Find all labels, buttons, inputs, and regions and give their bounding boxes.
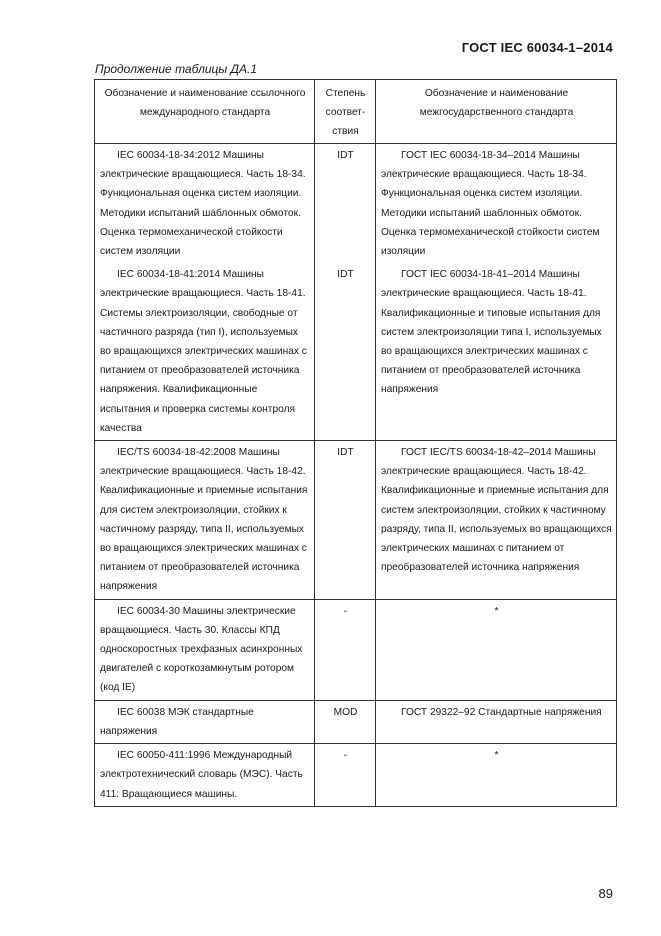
page-number: 89	[598, 886, 613, 901]
international-standard-cell: IEC 60034-30 Машины электрические вращающиеся. Часть 30. Классы КПД односкоростных трехфазных асинхронных двигателей с короткозамкнутым ротором (код IE)	[95, 599, 315, 700]
degree-cell: IDT	[315, 144, 376, 264]
degree-cell: MOD	[315, 700, 376, 743]
document-code: ГОСТ IEC 60034-1–2014	[461, 40, 613, 55]
degree-cell: IDT	[315, 441, 376, 600]
national-standard-cell: *	[376, 599, 617, 700]
national-standard-cell: ГОСТ IEC/TS 60034-18-42–2014 Машины электрические вращающиеся. Часть 18-42. Квалификационные и приемные испытания для систем электроизоляции, стойких к частичному разряду, типа II, используемых во вращающихся электрических машинах с питанием от преобразователей источника напряжения	[376, 441, 617, 600]
table-header-row	[95, 80, 617, 144]
degree-cell: IDT	[315, 263, 376, 440]
header-international-standard: Обозначение и наименование ссылочного международного стандарта	[95, 80, 315, 144]
table-row	[95, 441, 617, 600]
table-row	[95, 744, 617, 807]
international-standard-cell: IEC/TS 60034-18-42:2008 Машины электрические вращающиеся. Часть 18-42. Квалификационные и приемные испытания для систем электроизоляции, стойких к частичному разряду, типа II, используемых во вращающихся электрических машинах с питанием от преобразователей источника напряжения	[95, 441, 315, 600]
standards-table	[94, 79, 617, 807]
national-standard-cell: *	[376, 744, 617, 807]
international-standard-cell: IEC 60034-18-34:2012 Машины электрические вращающиеся. Часть 18-34. Функциональная оценка систем изоляции. Методики испытаний шаблонных обмоток. Оценка термомеханической стойкости систем изоляции	[95, 144, 315, 264]
degree-cell: -	[315, 599, 376, 700]
national-standard-cell: ГОСТ 29322–92 Стандартные напряжения	[376, 700, 617, 743]
international-standard-cell: IEC 60038 МЭК стандартные напряжения	[95, 700, 315, 743]
header-degree: Степень соответ-ствия	[315, 80, 376, 144]
international-standard-cell: IEC 60050-411:1996 Международный электротехнический словарь (МЭС). Часть 411: Вращающиеся машины.	[95, 744, 315, 807]
table-caption: Продолжение таблицы ДА.1	[95, 62, 258, 76]
national-standard-cell: ГОСТ IEC 60034-18-34–2014 Машины электрические вращающиеся. Часть 18-34. Функциональная оценка систем изоляции. Методики испытаний шаблонных обмоток. Оценка термомеханической стойкости систем изоляции	[376, 144, 617, 264]
degree-cell: -	[315, 744, 376, 807]
header-national-standard: Обозначение и наименование межгосударственного стандарта	[376, 80, 617, 144]
table-row	[95, 144, 617, 264]
international-standard-cell: IEC 60034-18-41:2014 Машины электрические вращающиеся. Часть 18-41. Системы электроизоляции, свободные от частичного разряда (тип I), используемых во вращающихся электрических машинах с питанием от преобразователей источника напряжения. Квалификационные испытания и проверка системы контроля качества	[95, 263, 315, 440]
national-standard-cell: ГОСТ IEC 60034-18-41–2014 Машины электрические вращающиеся. Часть 18-41. Квалификационные и типовые испытания для систем электроизоляции типа I, используемых во вращающихся электрических машинах с питанием от преобразователей источника напряжения	[376, 263, 617, 440]
table-row	[95, 599, 617, 700]
table-row	[95, 263, 617, 440]
table-row	[95, 700, 617, 743]
